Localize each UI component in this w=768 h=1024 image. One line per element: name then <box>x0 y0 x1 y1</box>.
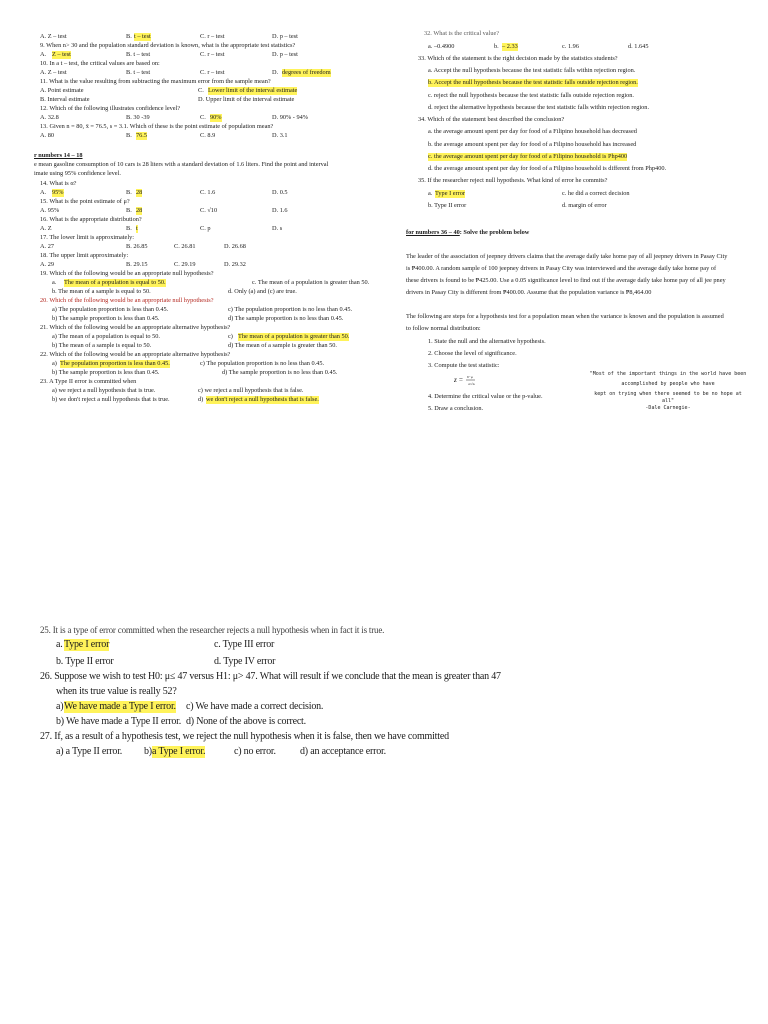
q10-stem: 10. In a t – test, the critical values are based on: <box>40 60 160 67</box>
q35-stem: 35. If the researcher reject null hypothesis. What kind of error he commits? <box>418 177 608 184</box>
step-4: 4. Determine the critical value or the p-value. <box>428 393 543 400</box>
q17-stem: 17. The lower limit is approximately: <box>40 234 134 241</box>
step-3: 3. Compute the test statistic: <box>428 362 500 369</box>
q26-stem: 26. Suppose we wish to test H0: μ≤ 47 versus H1: μ> 47. What will result if we conclude that the mean is greater than 47 <box>40 671 501 682</box>
q23-stem: 23. A Type II error is committed when <box>40 378 137 385</box>
q9-stem: 9. When n> 30 and the population standard deviation is known, what is the appropriate test statistics? <box>40 42 296 49</box>
carnegie-quote: "Most of the important things in the world have been accomplished by people who have kept on trying when there seemed to be no hope at all" -Dale Carnegie- <box>589 371 747 411</box>
svg-text:z =: z = <box>454 376 464 384</box>
q34-stem: 34. Which of the statement best described the conclusion? <box>418 116 565 123</box>
q34-option-d: d. the average amount spent per day for food of a Filipino household is different from Php400. <box>428 165 667 172</box>
q12-stem: 12. Which of the following illustrates confidence level? <box>40 105 181 112</box>
z-formula-graphic <box>454 373 476 387</box>
q22-stem: 22. Which of the following would be an appropriate alternative hypothesis? <box>40 351 231 358</box>
problem-para-4: drivers in Pasay City is different from ₱400.00. Assume that the population variance is ₱8,464.00 <box>406 289 652 296</box>
steps-intro-1: The following are steps for a hypothesis test for a population mean when the variance is known and the population is assumed <box>406 313 724 320</box>
q21-stem: 21. Which of the following would be an appropriate alternative hypothesis? <box>40 324 231 331</box>
q32-stem: 32. What is the critical value? <box>424 30 500 37</box>
section-heading-14-18: r numbers 14 – 18 <box>34 152 83 159</box>
q25-stem: 25. It is a type of error committed when the researcher rejects a null hypothesis when in fact it is true. <box>40 625 385 635</box>
q15-stem: 15. What is the point estimate of μ? <box>40 198 130 205</box>
q14-stem: 14. What is α? <box>40 180 77 187</box>
problem-text-2: imate using 95% confidence level. <box>34 170 121 177</box>
q34-option-c: c. the average amount spent per day for food of a Filipino household is Php400 <box>428 153 628 160</box>
svg-text:σ/√n: σ/√n <box>468 382 475 386</box>
q33-stem: 33. Which of the statement is the right decision made by the statistics students? <box>418 55 618 62</box>
q26-stem-2: when its true value is really 52? <box>56 686 177 697</box>
q34-option-a: a. the average amount spent per day for food of a Filipino household has decreased <box>428 128 637 135</box>
step-2: 2. Choose the level of significance. <box>428 350 517 357</box>
problem-para-2: is ₱400.00. A random sample of 100 jeepney drivers in Pasay City was interviewed and the average daily take home pay of <box>406 265 717 272</box>
step-1: 1. State the null and the alternative hypothesis. <box>428 338 546 345</box>
svg-text:x̄−μ: x̄−μ <box>467 375 473 379</box>
q18-stem: 18. The upper limit approximately: <box>40 252 129 259</box>
problem-text-1: e mean gasoline consumption of 10 cars is 28 liters with a standard deviation of 1.6 liters. Find the point and interval <box>34 161 329 168</box>
q13-stem: 13. Given n = 80, x̄ = 76.5, s = 3.1. Which of these is the point estimate of population mean? <box>40 123 274 130</box>
q33-option-d: d. reject the alternative hypothesis because the test statistic falls within rejection region. <box>428 104 650 111</box>
q33-option-c: c. reject the null hypothesis because the test statistic falls outside rejection region. <box>428 92 634 99</box>
problem-para-3: these drivers is found to be ₱425.00. Use a 0.05 significance level to find out if the average daily take home pay of all jee pney <box>406 277 726 284</box>
q34-option-b: b. the average amount spent per day for food of a Filipino household has increased <box>428 141 637 148</box>
q16-stem: 16. What is the appropriate distribution? <box>40 216 142 223</box>
problem-para-1: The leader of the association of jeepney drivers claims that the average daily take home pay of all jeepney drivers in Pasay City <box>406 253 728 260</box>
document-page: A. Z – test B. t – test C. r – test D. p – test 9. When n> 30 and the population standard deviation is known, what is the appropriate test statistics? A. Z – test B. t – test C. r – test D. p – test 10. In a t – test, the critical values are based on: A. Z – test B. t – test C. r – test D. degrees of freedom 11. What is the value resulting from subtracting the maximum error from the sample mean? A. Point estimate C. Lower limit of the interval estimate B. Interval estimate D. Upper limit of the interval estimate 12. Which of the following illustrates confidence level? A. 32.8 B. 30 -39 C. 90% D. 90% - 94% 13. Given n = 80, x̄ = 76.5, s = 3.1. Which of these is the point estimate of population mean? A. 80 B. 76.5 C. 8.9 D. 3.1 r numbers 14 – 18 e mean gasoline consumption of 10 cars is 28 liters with a standard deviation of 1.6 liters. Find the point and interval imate using 95% confidence level. 14. What is α? A. 95% B. 28 C. 1.6 D. 0.5 15. What is the point estimate of μ? A. 95% B. 28 C. √10 D. 1.6 16. What is the appropriate distribution? A. Z B. t C. p D. s 17. The lower limit is approximately: A. 27 B. 26.85 C. 26.81 D. 26.68 18. The upper limit approximately: A. 29 B. 29.15 C. 29.19 D. 29.32 19. Which of the following would be an appropriate null hypothesis? a. The mean of a population is equal to 50. c. The mean of a population is greater than 50. b. The mean of a sample is equal to 50. d. Only (a) and (c) are true. 20. Which of the following would be an appropriate null hypothesis? a) The population proportion is less than 0.45. c) The population proportion is no less than 0.45. b) The sample proportion is less than 0.45. d) The sample proportion is no less than 0.45. 21. Which of the following would be an appropriate alternative hypothesis? a) The mean of a population is equal to 50. c) The mean of a population is greater than 50. b) The mean of a sample is equal to 50. d) The mean of a sample is greater than 50. 22. Which of the following would be an appropriate alternative hypothesis? a) The population proportion is less than 0.45. c) The population proportion is no less than 0.45. b) The sample proportion is less than 0.45. d) The sample proportion is no less than 0.45. 23. A Type II error is committed when a) we reject a null hypothesis that is true. c) we reject a null hypothesis that is false. b) we don't reject a null hypothesis that is true. d) we don't reject a null hypothesis that is false. 32. What is the critical value? a. –0.4900 b. – 2.33 c. 1.96 d. 1.645 33. Which of the statement is the right decision made by the statistics students? a. Accept the null hypothesis because the test statistic falls within rejection region. b. Accept the null hypothesis because the test statistic falls outside rejection region. c. reject the null hypothesis because the test statistic falls outside rejection region. d. reject the alternative hypothesis because the test statistic falls within rejection region. 34. Which of the statement best described the conclusion? a. the average amount spent per day for food of a Filipino household has decreased b. the average amount spent per day for food of a Filipino household has increased c. the average amount spent per day for food of a Filipino household is Php400 d. the average amount spent per day for food of a Filipino household is different from Php400. 35. If the researcher reject null hypothesis. What kind of error he commits? a. Type I error c. he did a correct decision b. Type II error d. margin of error for numbers 36 – 40: Solve the problem below The leader of the association of jeepney drivers claims that the average daily take home pay of all jeepney drivers in Pasay City is ₱400.00. A random sample of 100 jeepney drivers in Pasay City was interviewed and the average daily take home pay of these drivers is found to be ₱425.00. Use a 0.05 significance level to find out if the average daily take home pay of all jee pney drivers in Pasay City is different from ₱400.00. Assume that the population variance is ₱8,464.00 The following are steps for a hypothesis test for a population mean when the variance is known and the population is assumed to follow normal distribution: 1. State the null and the alternative hypothesis. 2. Choose the level of significance. 3. Compute the test statistic: z = x̄−μ σ/√n 4. Determine the critical value or the p-value. 5. Draw a conclusion. "Most of the important things in the world have been accomplished by people who have kept on trying when there seemed to be no hope at all" -Dale Carnegie- 25. It is a type of error committed when the researcher rejects a null hypothesis when in fact it is true. a. Type I error c. Type III error b. Type II error d. Type IV error 26. Suppose we wish to test H0: μ≤ 47 versus H1: μ> 47. What will result if we conclude that the mean is greater than 47 when its true value is really 52? a) We have made a Type I error. c) We have made a correct decision. b) We have made a Type II error. d) None of the above is correct. 27. If, as a result of a hypothesis test, we reject the null hypothesis when it is false, then we have committed a) a Type II error. b) a Type I error. c) no error. d) an acceptance error. <box>34 30 747 757</box>
q33-option-b: b. Accept the null hypothesis because the test statistic falls outside rejection region. <box>428 79 638 86</box>
z-formula <box>454 373 476 388</box>
q19-stem: 19. Which of the following would be an appropriate null hypothesis? <box>40 270 214 277</box>
section-heading-36-40: for numbers 36 – 40: Solve the problem below <box>406 229 530 236</box>
steps-intro-2: to follow normal distribution: <box>406 325 481 332</box>
q11-stem: 11. What is the value resulting from subtracting the maximum error from the sample mean? <box>40 78 271 85</box>
step-5: 5. Draw a conclusion. <box>428 405 484 412</box>
q27-stem: 27. If, as a result of a hypothesis test, we reject the null hypothesis when it is false, then we have committed <box>40 731 449 742</box>
q33-option-a: a. Accept the null hypothesis because the test statistic falls within rejection region. <box>428 67 636 74</box>
q20-stem: 20. Which of the following would be an appropriate null hypothesis? <box>40 297 214 304</box>
